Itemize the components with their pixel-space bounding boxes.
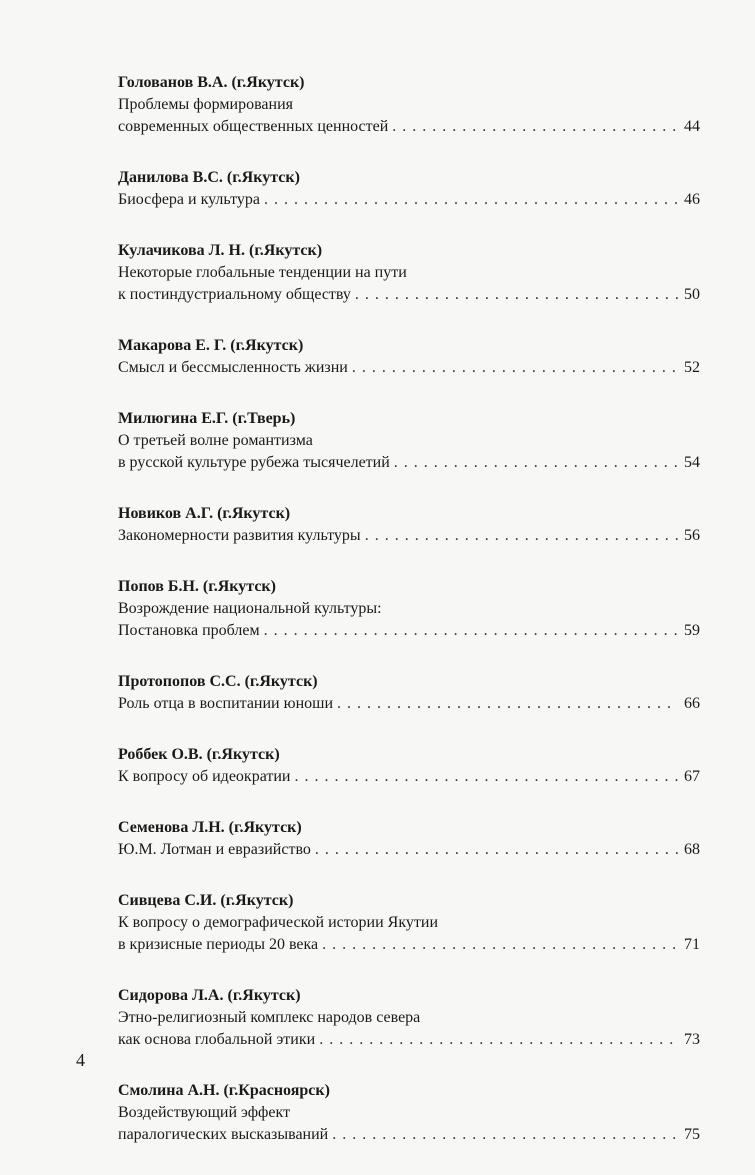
dot-leader: [392, 116, 678, 138]
entry-author: Роббек О.В. (г.Якутск): [118, 746, 280, 763]
entry-author: Макарова Е. Г. (г.Якутск): [118, 337, 304, 354]
dot-leader: [337, 693, 678, 715]
entry-title-last-line: [118, 693, 700, 715]
entry-title-text: Ю.М. Лотман и евразийство: [118, 841, 311, 858]
entry-page-number: 67: [684, 768, 700, 785]
entry-title-last-line: [118, 839, 700, 861]
toc-entry: [118, 890, 700, 956]
toc-entry: [118, 408, 700, 474]
entry-page-number: 66: [684, 695, 700, 712]
entry-title-line: О третьей волне романтизма: [118, 432, 313, 449]
dot-leader: [352, 357, 678, 379]
entry-author: Сивцева С.И. (г.Якутск): [118, 892, 294, 909]
dot-leader: [355, 284, 678, 306]
entry-author: Кулачикова Л. Н. (г.Якутск): [118, 242, 323, 259]
entry-title-last-line: [118, 620, 700, 642]
entry-title-text: как основа глобальной этики: [118, 1031, 316, 1048]
entry-title-text: Роль отца в воспитании юноши: [118, 695, 334, 712]
entry-title-last-line: [118, 452, 700, 474]
page-number: 4: [76, 1050, 85, 1070]
entry-title-last-line: [118, 357, 700, 379]
entry-author: Протопопов С.С. (г.Якутск): [118, 673, 318, 690]
entry-author: Смолина А.Н. (г.Красноярск): [118, 1082, 330, 1099]
entry-title-last-line: [118, 116, 700, 138]
toc-entry: [118, 671, 700, 715]
toc-entry: [118, 1080, 700, 1146]
entry-author: Голованов В.А. (г.Якутск): [118, 74, 305, 91]
entry-title-last-line: [118, 1029, 700, 1051]
entry-title-text: Закономерности развития культуры: [118, 527, 361, 544]
entry-title-last-line: [118, 525, 700, 547]
toc-entry: [118, 72, 700, 138]
entry-title-text: Смысл и бессмысленность жизни: [118, 359, 348, 376]
entry-page-number: 54: [684, 454, 700, 471]
toc-entry: [118, 576, 700, 642]
entry-page-number: 75: [684, 1126, 700, 1143]
entry-page-number: 56: [684, 527, 700, 544]
entry-author: Сидорова Л.А. (г.Якутск): [118, 987, 301, 1004]
toc-entry: [118, 335, 700, 379]
dot-leader: [264, 620, 678, 642]
entry-title-line: Этно-религиозный комплекс народов севера: [118, 1009, 421, 1026]
entry-page-number: 59: [684, 622, 700, 639]
entry-page-number: 71: [684, 936, 700, 953]
entry-title-text: К вопросу об идеократии: [118, 768, 291, 785]
toc-entry: [118, 817, 700, 861]
entry-author: Попов Б.Н. (г.Якутск): [118, 578, 276, 595]
entry-author: Новиков А.Г. (г.Якутск): [118, 505, 291, 522]
dot-leader: [332, 1124, 678, 1146]
entry-page-number: 44: [684, 118, 700, 135]
entry-page-number: 50: [684, 286, 700, 303]
entry-title-last-line: [118, 934, 700, 956]
entry-title-last-line: [118, 284, 700, 306]
entry-title-text: в русской культуре рубежа тысячелетий: [118, 454, 390, 471]
entry-title-text: к постиндустриальному обществу: [118, 286, 351, 303]
entry-title-last-line: [118, 189, 700, 211]
toc-entry: [118, 985, 700, 1051]
entry-author: Милюгина Е.Г. (г.Тверь): [118, 410, 296, 427]
entry-title-text: современных общественных ценностей: [118, 118, 389, 135]
dot-leader: [319, 1029, 678, 1051]
entry-title-line: Возрождение национальной культуры:: [118, 600, 382, 617]
dot-leader: [365, 525, 678, 547]
entry-title-line: Проблемы формирования: [118, 96, 293, 113]
entry-page-number: 46: [684, 191, 700, 208]
dot-leader: [322, 934, 678, 956]
entry-title-line: К вопросу о демографической истории Якутии: [118, 914, 439, 931]
dot-leader: [394, 452, 678, 474]
entry-title-text: Постановка проблем: [118, 622, 260, 639]
dot-leader: [315, 839, 678, 861]
entry-author: Семенова Л.Н. (г.Якутск): [118, 819, 302, 836]
entry-title-last-line: [118, 766, 700, 788]
entry-page-number: 73: [684, 1031, 700, 1048]
dot-leader: [295, 766, 679, 788]
entry-title-text: в кризисные периоды 20 века: [118, 936, 319, 953]
entry-title-text: Биосфера и культура: [118, 191, 260, 208]
entry-title-line: Некоторые глобальные тенденции на пути: [118, 264, 407, 281]
toc-entry: [118, 744, 700, 788]
entry-author: Данилова В.С. (г.Якутск): [118, 169, 300, 186]
entry-title-text: паралогических высказываний: [118, 1126, 329, 1143]
entry-page-number: 68: [684, 841, 700, 858]
toc-entry: [118, 240, 700, 306]
toc-entry: [118, 167, 700, 211]
table-of-contents: [118, 72, 700, 1175]
dot-leader: [264, 189, 678, 211]
entry-title-line: Воздействующий эффект: [118, 1104, 291, 1121]
toc-entry: [118, 503, 700, 547]
entry-title-last-line: [118, 1124, 700, 1146]
entry-page-number: 52: [684, 359, 700, 376]
